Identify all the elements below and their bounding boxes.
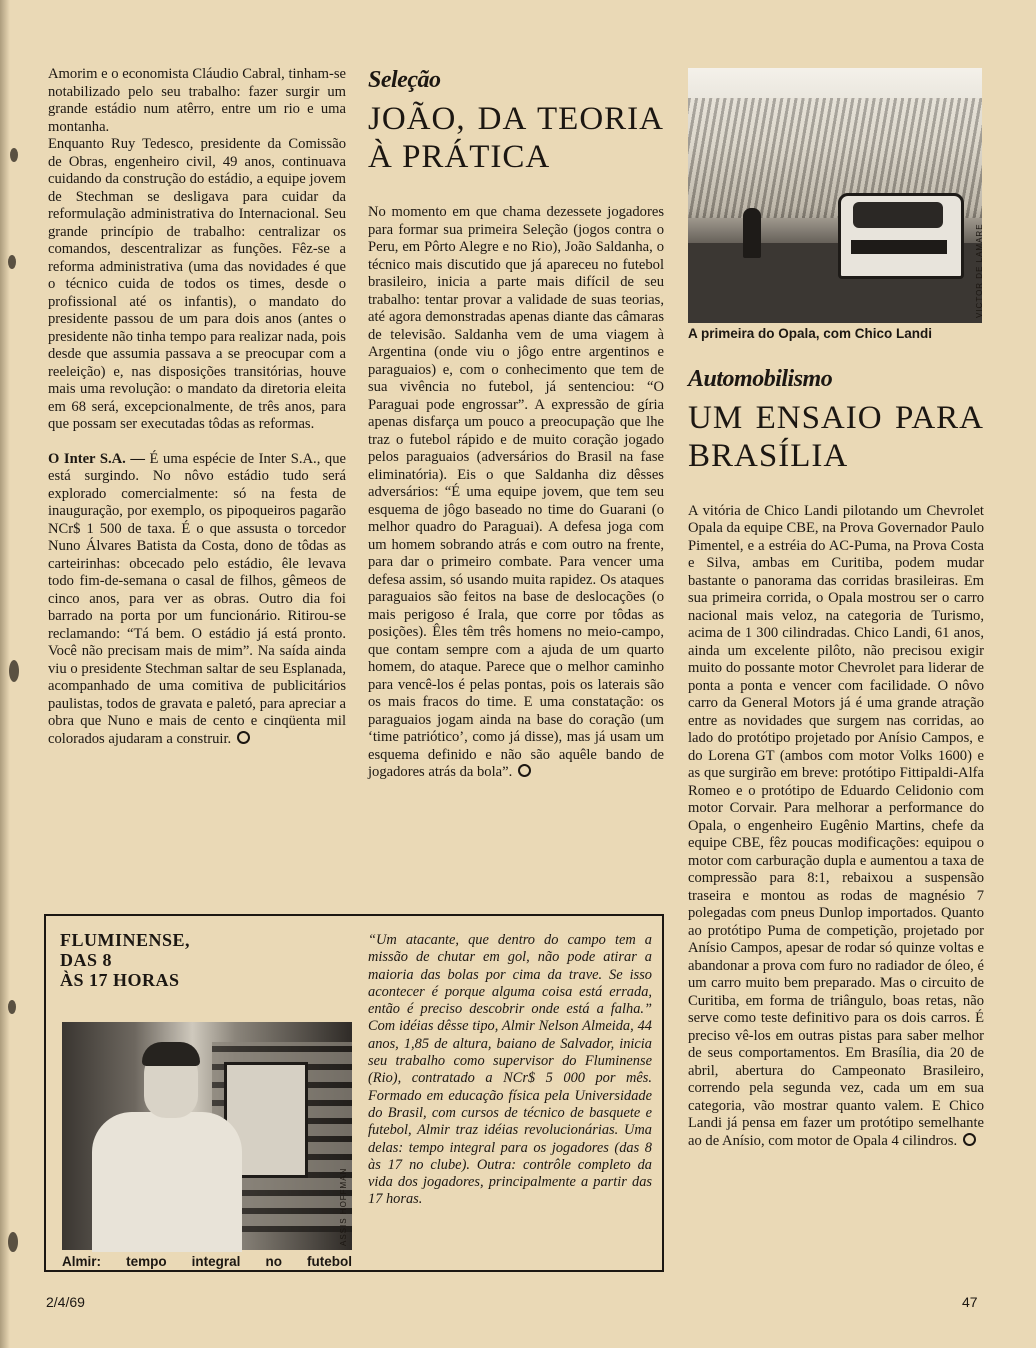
end-mark-icon	[518, 764, 531, 777]
box-title-line: DAS 8	[60, 950, 113, 970]
end-mark-icon	[963, 1133, 976, 1146]
ink-smudge	[8, 1232, 18, 1252]
photo-caption: A primeira do Opala, com Chico Landi	[688, 326, 933, 341]
ink-smudge	[8, 255, 16, 269]
paragraph-text: “Um atacante, que dentro do campo tem a missão de chutar em gol, não pode atirar a maioria das bolas por cima da trave. Se isso acontecer é porque alguma coisa está errada, então é preciso descobrir onde está a falha.” Com idéias dêsse tipo, Almir Nelson Almeida, 44 anos, 1,85 de altura, baiano de Salvador, inicia seu trabalho como supervisor do Fluminense (Rio), contratado a NCr$ 5 000 por mês. Formado em educação física pela Universidade do Brasil, com cursos de técnico de basquete e futebol, Almir traz idéias revolucionárias. Uma delas: tempo integral para os jogadores (das 8 às 17 no clube). Outra: contrôle completo da vida dos jogadores, principalmente a partir das 17 horas.	[368, 932, 652, 1208]
page-number: 47	[962, 1294, 978, 1310]
box-title	[60, 930, 340, 990]
spectator-figure	[743, 208, 761, 258]
end-mark-icon	[237, 731, 250, 744]
article-headline: UM ENSAIO PARA BRASÍLIA	[688, 399, 984, 474]
paragraph: Enquanto Ruy Tedesco, presidente da Comissão de Obras, engenheiro civil, 49 anos, continuava cuidando da construção do estádio, a equipe jovem de Stechman se desligava para cuidar da reformulação administrativa do Internacional. Seu grande princípio de trabalho: centralizar os comandos, descentralizar as funções. Fêz-se a reforma administrativa (uma das novidades é que o técnico cuida de todos os times, desde o profissional até os infantis), o mandato do presidente passou de um para dois anos (antes o presidente não tinha tempo para realizar nada, pois desde que assumia passava a se preocupar com a reeleição) e, nas disposições transitórias, houve mais uma revolução: o mandato da diretoria eleita em 68 será, excepcionalmente, de três anos, para que possam ser executadas tôdas as reformas.	[48, 136, 346, 432]
opala-race-photo	[688, 68, 982, 322]
paragraph	[688, 503, 984, 1151]
box-title-line: ÀS 17 HORAS	[60, 970, 180, 990]
run-in-heading: O Inter S.A. —	[48, 450, 145, 467]
section-kicker: Automobilismo	[688, 365, 833, 392]
issue-date: 2/4/69	[46, 1294, 85, 1310]
article-headline: JOÃO, DA TEORIA À PRÁTICA	[368, 101, 664, 175]
photo-credit: VICTOR DE LAMARE	[975, 223, 984, 318]
fluminense-box	[44, 914, 664, 1272]
article-column-automobilismo	[688, 66, 984, 1150]
paragraph: Amorim e o economista Cláudio Cabral, tinham-se notabilizado pelo seu trabalho: fazer surgir um grande estádio num atêrro, entre um rio e uma montanha.	[48, 66, 346, 135]
paragraph-text: A vitória de Chico Landi pilotando um Chevrolet Opala da equipe CBE, na Prova Governador Paulo Pimentel, e a estréia do AC-Puma, na Prova Costa e Silva, ambas em Curitiba, podem mudar bastante o panorama das corridas brasileiras. Em sua primeira corrida, o Opala mostrou ser o carro nacional mais veloz, na categoria de Turismo, acima de 1 300 cilindradas. Chico Landi, 61 anos, ainda um excelente pilôto, não precisou exigir muito do possante motor Chevrolet para liderar de ponta a ponta e vencer com facilidade. O nôvo carro da General Motors já é uma grande atração entre as novidades que surgem nas corridas, ao lado do protótipo projetado por Anísio Campos, e do Lorena GT (ambos com motor Volks 1600) e as que surgirão em breve: protótipo Fittipaldi-Alfa Romeo e o protótipo de Eduardo Celidonio com motor Corvair. Para melhorar a performance do Opala, o engenheiro Eugênio Martins, chefe da equipe CBE, fêz poucas modificações: equipou o motor com carburação dupla e aumentou a taxa de compressão para 8:1, rebaixou a suspensão traseira e montou as rodas de magnésio 7 polegadas com pneus Dunlop importados. Quanto ao protótipo Puma de competição, projetado por Anísio Campos, apesar de rodar só quinze voltas e abandonar a prova com furo no radiador de óleo, é um carro muito bem preparado. Mas o circuito de Curitiba, em forma de triângulo, boas retas, não serve como teste definitivo para os dois carros. É preciso vê-los em outras pistas para saber melhor de seus comportamentos. Em Brasília, dia 20 de abril, abertura do Campeonato Brasileiro, correndo pela segunda vez, cada um em sua categoria, vão mostrar quanto valem. E Chico Landi já pensa em fazer um protótipo semelhante ao de Anísio, com motor de Opala 4 cilindros.	[688, 502, 984, 1149]
car-windshield	[853, 202, 943, 228]
ink-smudge	[8, 1000, 16, 1014]
paragraph	[368, 204, 664, 782]
person-hair	[142, 1042, 200, 1066]
photo-caption: Almir: tempo integral no futebol	[62, 1254, 352, 1269]
person-body	[92, 1112, 242, 1252]
car-grill	[851, 240, 947, 254]
ink-smudge	[10, 148, 18, 162]
article-column-inter	[48, 66, 346, 748]
article-column-selecao	[368, 66, 664, 782]
box-title-line: FLUMINENSE,	[60, 930, 191, 950]
photo-credit: ASSIS HOFFMAN	[339, 1167, 348, 1246]
paragraph	[48, 451, 346, 749]
almir-portrait-photo	[62, 1022, 352, 1250]
opala-car-shape	[838, 193, 964, 279]
section-kicker: Seleção	[368, 67, 441, 93]
paragraph-text: No momento em que chama dezessete jogadores para formar sua primeira Seleção (jogos contra o Peru, em Pôrto Alegre e no Rio), João Saldanha, o técnico mais discutido que já apareceu no futebol brasileiro, inicia a parte mais difícil de seu trabalho: tentar provar a validade de suas teorias, até agora demonstradas apenas diante das câmaras de televisão. Saldanha vem de uma viagem à Argentina (onde viu o jôgo entre argentinos e paraguaios) e, com o conhecimento que tem de sua vivência no futebol, já sentenciou: “O Paraguai pode engrossar”. A expressão de gíria apenas disfarça um pouco a preocupação que lhe traz o futebol rápido e de muito coração jogado pelos paraguaios (adversários do Brasil na fase eliminatória). Eis o que Saldanha diz dêsses adversários: “É uma equipe jovem, que tem seu esquema de jôgo baseado no time do Guarani (o melhor quadro do Paraguai). A defesa joga com um homem sobrando atrás e com outro na frente, para dar o primeiro combate. Para vencer uma defesa assim, só usando muita rapidez. Os ataques paraguaios são feitos na base de deslocações (o mais perigoso é Irala, que corre por tôdas as posições). Êles têm três homens no meio-campo, que contam sempre com a ajuda de um quarto homem, do ataque. Parece que o melhor caminho para vencê-los é pelas pontas, pois os laterais são os mais fracos do time. E uma constatação: os paraguaios jogam ainda na base do coração (um ‘time patriótico’, como já disse), mas já usam um esquema definido e não são aquêle bando de jogadores atrás da bola”.	[368, 204, 664, 780]
paragraph-text: É uma espécie de Inter S.A., que está surgindo. No nôvo estádio tudo será explorado comercialmente: só na festa de inauguração, por exemplo, os pipoqueiros pagarão NCr$ 1 500 de taxa. É o que assusta o torcedor Nuno Álvares Batista da Costa, dono de tôdas as carteirinhas: obcecado pelo estádio, êle levava todo fim-de-semana o casal de filhos, gêmeos de cinco anos, para ver as obras. Outro dia foi barrado na porta por um funcionário. Ritirou-se reclamando: “Tá bem. O estádio já está pronto. Você não precisam mais de mim”. Na saída ainda viu o presidente Stechman saltar de seu Esplanada, acompanhado de uma comitiva de publicitários paulistas, todos de gravata e paletó, para apreciar a obra que Nuno e mais de cento e cinqüenta mil colorados ajudaram a construir.	[48, 450, 346, 747]
box-text	[368, 932, 652, 1209]
ink-smudge	[9, 660, 19, 682]
